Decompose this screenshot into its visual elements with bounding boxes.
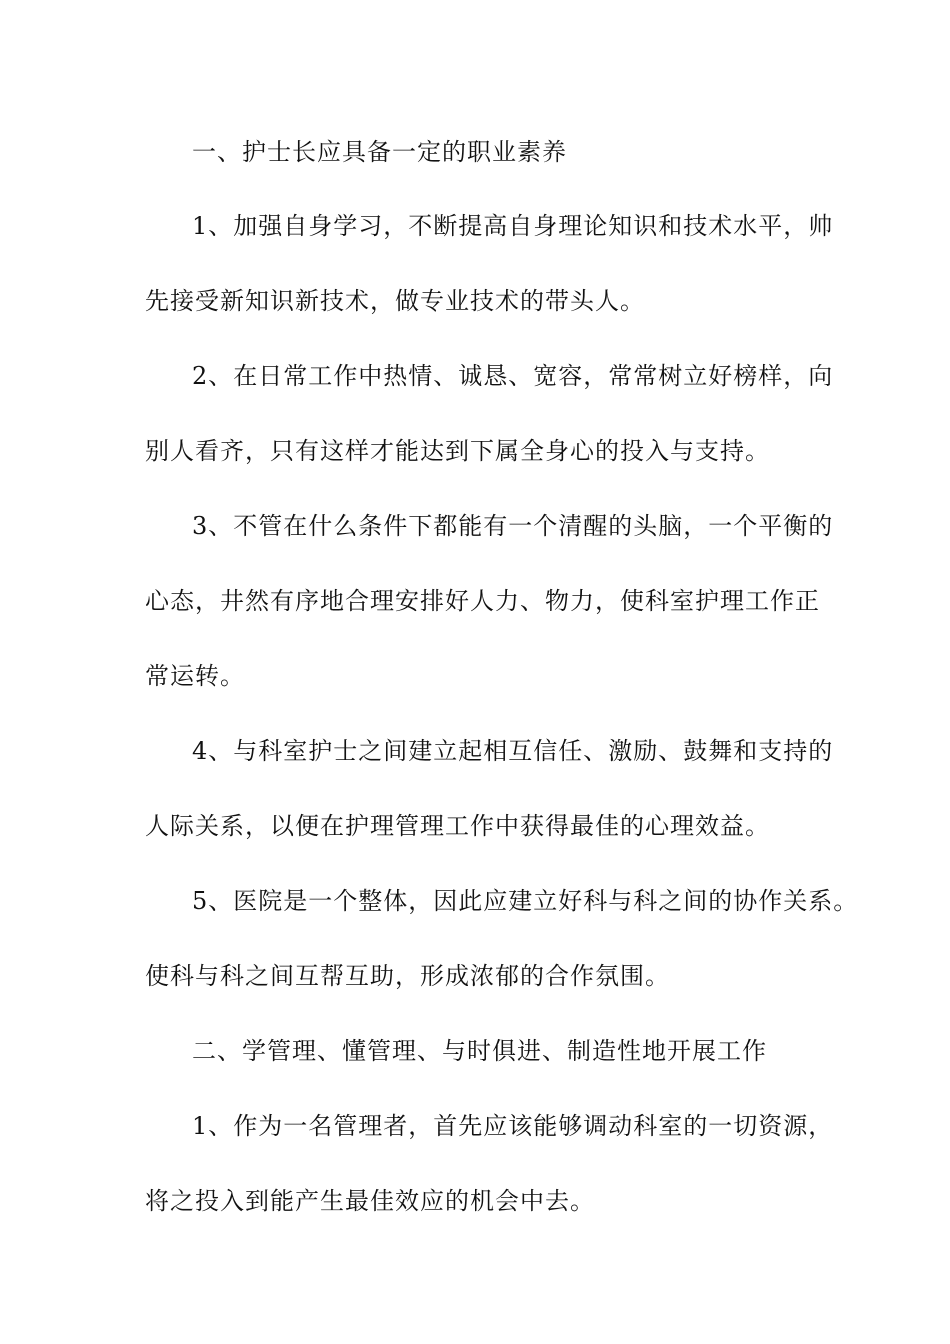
paragraph-3-line-3: 常运转。: [145, 662, 245, 690]
paragraph-2-line-2: 别人看齐，只有这样才能达到下属全身心的投入与支持。: [145, 437, 770, 465]
paragraph-6-line-1: 1、作为一名管理者，首先应该能够调动科室的一切资源，: [192, 1112, 834, 1140]
section-heading-1: 一、护士长应具备一定的职业素养: [192, 138, 567, 166]
paragraph-4-line-2: 人际关系，以便在护理管理工作中获得最佳的心理效益。: [145, 812, 770, 840]
paragraph-1-line-1: 1、加强自身学习，不断提高自身理论知识和技术水平，帅: [192, 212, 834, 240]
paragraph-2-line-1: 2、在日常工作中热情、诚恳、宽容，常常树立好榜样，向: [192, 362, 834, 390]
paragraph-5-line-2: 使科与科之间互帮互助，形成浓郁的合作氛围。: [145, 962, 670, 990]
section-heading-2: 二、学管理、懂管理、与时俱进、制造性地开展工作: [192, 1037, 767, 1065]
paragraph-6-line-2: 将之投入到能产生最佳效应的机会中去。: [145, 1187, 595, 1215]
paragraph-5-line-1: 5、医院是一个整体，因此应建立好科与科之间的协作关系。: [192, 887, 859, 915]
paragraph-3-line-1: 3、不管在什么条件下都能有一个清醒的头脑，一个平衡的: [192, 512, 834, 540]
paragraph-3-line-2: 心态，井然有序地合理安排好人力、物力，使科室护理工作正: [145, 587, 820, 615]
paragraph-4-line-1: 4、与科室护士之间建立起相互信任、激励、鼓舞和支持的: [192, 737, 834, 765]
paragraph-1-line-2: 先接受新知识新技术，做专业技术的带头人。: [145, 287, 645, 315]
